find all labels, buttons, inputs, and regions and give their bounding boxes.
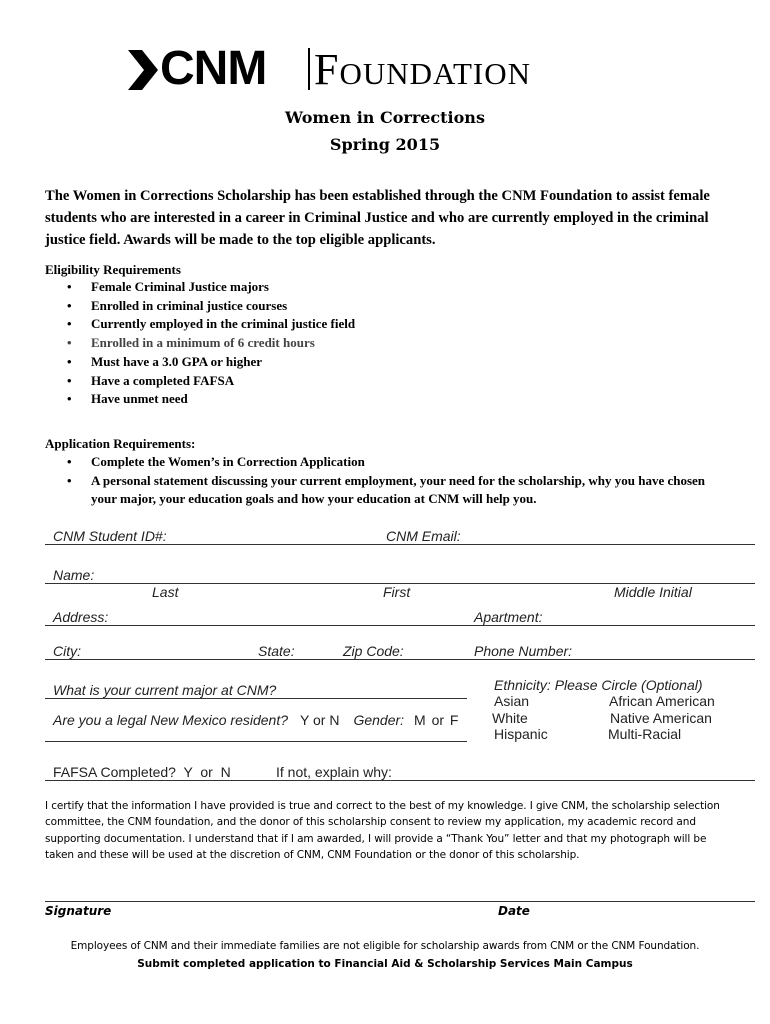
resident-label: Are you a legal New Mexico resident?: [53, 712, 289, 728]
fafsa-label[interactable]: FAFSA Completed? Y or N: [53, 764, 231, 780]
list-item: • Enrolled in criminal justice courses: [45, 297, 355, 316]
logo-brand: CNM: [160, 42, 267, 95]
application-list: [45, 453, 715, 509]
ethnicity-option[interactable]: White: [492, 709, 528, 726]
gender-options[interactable]: M or F: [414, 712, 459, 728]
explain-label: If not, explain why:: [276, 764, 392, 780]
chevron-logo-icon: [128, 50, 162, 90]
ethnicity-option[interactable]: Asian: [494, 693, 530, 709]
resident-options[interactable]: Y or N: [300, 712, 340, 728]
logo-divider: [308, 48, 310, 90]
ethnicity-option[interactable]: Native American: [610, 709, 712, 726]
ethnicity-column-2: [609, 693, 715, 743]
list-item: • Have unmet need: [45, 390, 355, 409]
phone-label: Phone Number:: [474, 643, 573, 659]
list-item: • A personal statement discussing your current employment, your need for the scholarship, why you have chosen your major, your education goals and how your education at CNM will help you.: [45, 472, 715, 509]
cnm-foundation-logo: [128, 44, 648, 94]
apartment-label: Apartment:: [474, 609, 543, 625]
ethnicity-column-1: [494, 693, 548, 743]
application-heading: Application Requirements:: [45, 436, 196, 451]
list-item: • Enrolled in a minimum of 6 credit hours: [45, 334, 355, 353]
list-item: • Have a completed FAFSA: [45, 372, 355, 391]
ethnicity-option[interactable]: Multi-Racial: [608, 726, 682, 742]
fafsa-line[interactable]: [45, 780, 755, 781]
page-subtitle: Spring 2015: [329, 135, 441, 154]
major-line[interactable]: [45, 698, 467, 699]
list-item: • Complete the Women’s in Correction Application: [45, 453, 715, 472]
list-item: • Must have a 3.0 GPA or higher: [45, 353, 355, 372]
student-id-line[interactable]: [45, 544, 755, 545]
city-label: City:: [53, 643, 81, 659]
submit-instructions: Submit completed application to Financial Aid & Scholarship Services Main Campus: [137, 958, 633, 970]
zip-label: Zip Code:: [343, 643, 404, 659]
signature-label: Signature: [45, 904, 112, 918]
resident-line: [45, 741, 467, 742]
address-line[interactable]: [45, 625, 755, 626]
logo-name: Foundation: [314, 45, 532, 94]
gender-label: Gender:: [353, 712, 405, 728]
first-name-caption: First: [383, 584, 411, 600]
eligibility-note: Employees of CNM and their immediate families are not eligible for scholarship awards from CNM or the CNM Foundation.: [70, 940, 700, 952]
eligibility-heading: Eligibility Requirements: [45, 262, 181, 277]
list-item: • Currently employed in the criminal justice field: [45, 315, 355, 334]
last-name-caption: Last: [152, 584, 179, 600]
page-title: Women in Corrections: [285, 108, 485, 127]
city-line[interactable]: [45, 659, 755, 660]
date-label: Date: [498, 904, 530, 918]
eligibility-list: [45, 278, 355, 409]
certification-text: I certify that the information I have provided is true and correct to the best of my knowledge. I give CNM, the scholarship selection committee, the CNM foundation, and the donor of this scholarship consent to review my application, my academic record and supporting documentation. I understand that if I am awarded, I will provide a “Thank You” letter and that my photograph will be taken and these will be used at the discretion of CNM, CNM Foundation or the donor of this scholarship.: [45, 800, 720, 862]
middle-initial-caption: Middle Initial: [614, 584, 692, 600]
signature-line[interactable]: [45, 901, 755, 902]
list-item: • Female Criminal Justice majors: [45, 278, 355, 297]
state-label: State:: [258, 643, 295, 659]
resident-row: [53, 712, 459, 730]
ethnicity-label: Ethnicity: Please Circle (Optional): [494, 677, 703, 693]
ethnicity-option[interactable]: Hispanic: [494, 726, 548, 742]
address-label: Address:: [53, 609, 109, 625]
student-id-label: CNM Student ID#:: [53, 528, 167, 544]
intro-paragraph: The Women in Corrections Scholarship has been established through the CNM Foundation to assist female students who are interested in a career in Criminal Justice and who are currently employed in the criminal justice field. Awards will be made to the top eligible applicants.: [45, 188, 710, 248]
major-label: What is your current major at CNM?: [53, 682, 277, 698]
name-label: Name:: [53, 567, 95, 583]
email-label: CNM Email:: [386, 528, 461, 544]
ethnicity-option[interactable]: African American: [609, 693, 715, 709]
